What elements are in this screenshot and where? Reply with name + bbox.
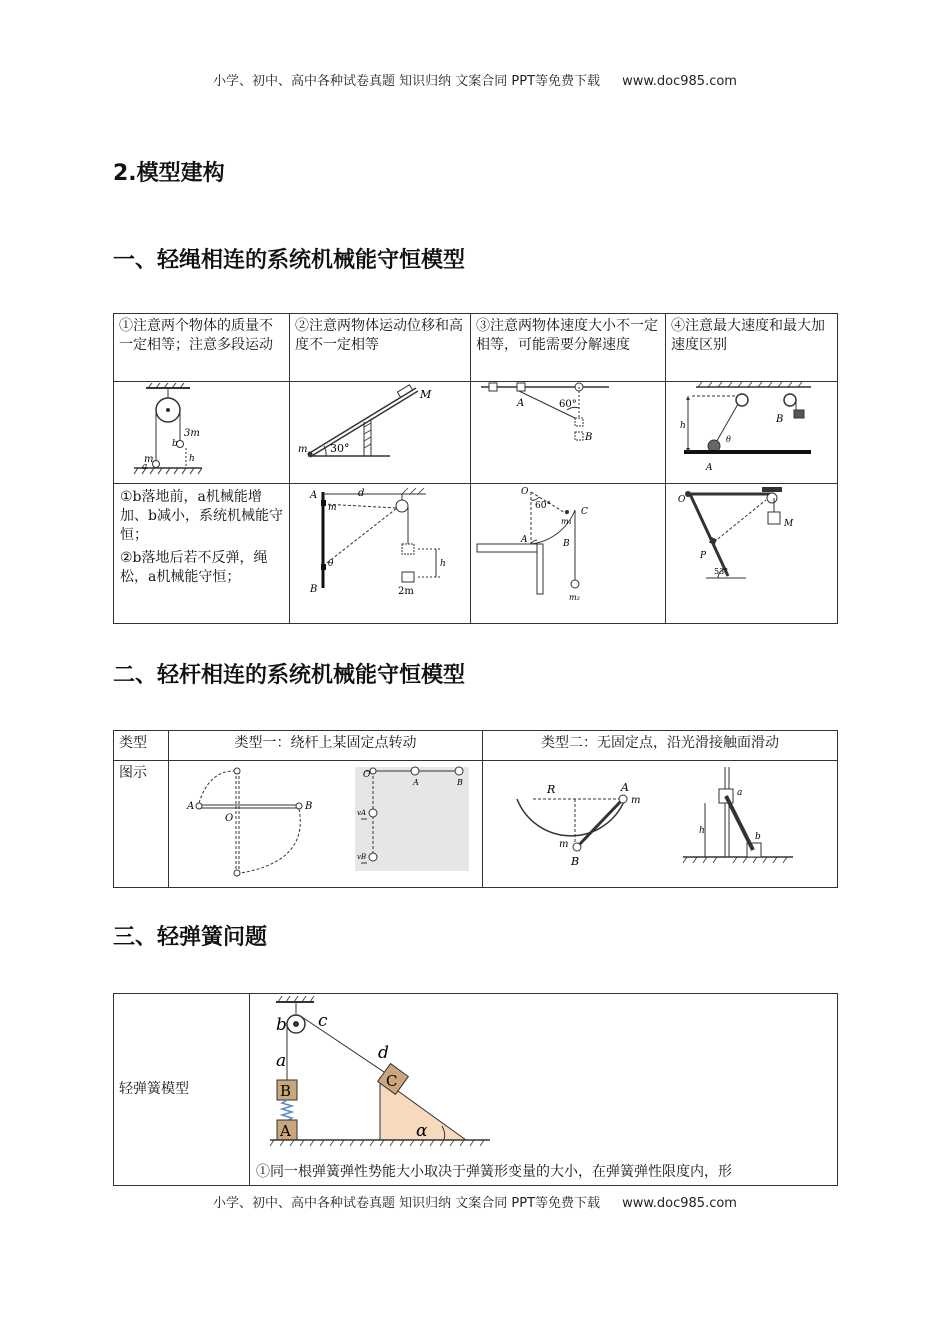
rope-explanation-cell (114, 484, 290, 624)
label-b: b (276, 1015, 287, 1035)
label-53deg: 53° (714, 567, 729, 576)
fig-spring-cell (250, 994, 838, 1186)
fig-ceiling-pulleys (666, 382, 838, 484)
fig-incline-M (290, 382, 471, 484)
label-O: O (521, 487, 529, 497)
label-B: B (585, 432, 593, 443)
fig-pulley-3m (114, 382, 290, 484)
label-P: P (700, 551, 707, 561)
label-B: B (305, 801, 313, 812)
label-60deg: 60° (535, 501, 551, 511)
label-theta: θ (328, 559, 334, 569)
label-A: A (187, 801, 195, 812)
label-h: h (440, 559, 446, 569)
label-60deg: 60° (559, 399, 577, 410)
section1-title: 一、轻绳相连的系统机械能守恒模型 (113, 248, 466, 273)
spring-row-label: 轻弹簧模型 (114, 994, 250, 1186)
label-A: A (706, 463, 713, 473)
label-M: M (784, 519, 794, 529)
fig-arc-m1m2 (471, 484, 666, 624)
fig-rail-60 (471, 382, 666, 484)
rod-model-table (113, 730, 838, 888)
label-a: a (737, 788, 743, 798)
section3-title: 三、轻弹簧问题 (113, 925, 268, 950)
label-O: O (678, 495, 686, 505)
label-h: h (680, 421, 686, 431)
label-b: b (755, 832, 761, 842)
note-2: ②注意两物体运动位移和高度不一定相等 (290, 314, 471, 382)
section-model-title: 2.模型建构 (113, 161, 225, 186)
label-B: B (571, 855, 580, 868)
label-m2: m₂ (569, 593, 580, 602)
label-m: m (328, 503, 337, 513)
label-A: A (517, 398, 525, 409)
col-type-header: 类型 (114, 731, 169, 761)
label-C: C (581, 507, 588, 517)
note-3: ③注意两物体速度大小不一定相等，可能需要分解速度 (471, 314, 666, 382)
header-text: 小学、初中、高中各种试卷真题 知识归纳 文案合同 PPT等免费下载 (213, 74, 601, 89)
explanation-1: ①b落地前，a机械能增加、b减小，系统机械能守恒； (120, 489, 283, 543)
label-m: m (559, 839, 569, 850)
label-B: B (563, 539, 570, 549)
label-B: B (776, 414, 784, 425)
type2-header: 类型二：无固定点，沿光滑接触面滑动 (483, 731, 838, 761)
label-A: A (521, 535, 528, 545)
type1-header: 类型一：绕杆上某固定点转动 (169, 731, 483, 761)
label-m: m (298, 444, 308, 455)
label-alpha: α (416, 1121, 428, 1141)
label-c: c (318, 1011, 328, 1031)
label-R: R (547, 783, 556, 796)
rope-model-table (113, 313, 838, 624)
label-A: A (280, 1122, 291, 1140)
fig-rod-2m (290, 484, 471, 624)
footer-text: 小学、初中、高中各种试卷真题 知识归纳 文案合同 PPT等免费下载 (213, 1196, 601, 1211)
label-m: m (144, 454, 154, 465)
spring-model-table (113, 993, 838, 1186)
fig-rotating-rod (169, 761, 483, 888)
label-O: O (225, 813, 234, 824)
section2-title: 二、轻杆相连的系统机械能守恒模型 (113, 663, 466, 688)
label-B: B (280, 1082, 292, 1100)
label-vA: vA (357, 809, 367, 817)
label-h: h (189, 454, 195, 464)
label-30deg: 30° (330, 442, 350, 455)
label-a: a (276, 1051, 287, 1071)
note-1: ①注意两个物体的质量不一定相等；注意多段运动 (114, 314, 290, 382)
label-A: A (621, 781, 629, 794)
label-O: O (363, 770, 371, 780)
footer-url[interactable]: www.doc985.com (622, 1196, 737, 1211)
label-h: h (699, 826, 705, 836)
label-m1: m₁ (561, 517, 572, 526)
fig-incline-rod-53 (666, 484, 838, 624)
label-theta: θ (726, 435, 731, 444)
label-vB: vB (357, 853, 367, 861)
label-d: d (358, 488, 365, 499)
spring-note-text: ①同一根弹簧弹性势能大小取决于弹簧形变量的大小，在弹簧弹性限度内，形 (256, 1164, 732, 1180)
label-a: a (142, 462, 148, 472)
header-url[interactable]: www.doc985.com (622, 74, 737, 89)
label-2m: 2m (398, 586, 414, 597)
label-d: d (378, 1043, 389, 1063)
label-C: C (386, 1072, 398, 1090)
label-M: M (420, 388, 432, 401)
note-4: ④注意最大速度和最大加速度区别 (666, 314, 838, 382)
explanation-2: ②b落地后若不反弹，绳松，a机械能守恒； (120, 550, 268, 585)
label-m: m (631, 795, 641, 806)
label-b: b (172, 439, 178, 449)
fig-sliding-rod (483, 761, 838, 888)
page-header (0, 70, 950, 89)
label-B: B (457, 778, 463, 787)
label-B: B (310, 584, 318, 595)
page-footer (0, 1192, 950, 1211)
label-3m: 3m (184, 428, 200, 439)
row-fig-label: 图示 (114, 761, 169, 888)
label-A: A (413, 778, 419, 787)
label-A: A (310, 490, 318, 501)
